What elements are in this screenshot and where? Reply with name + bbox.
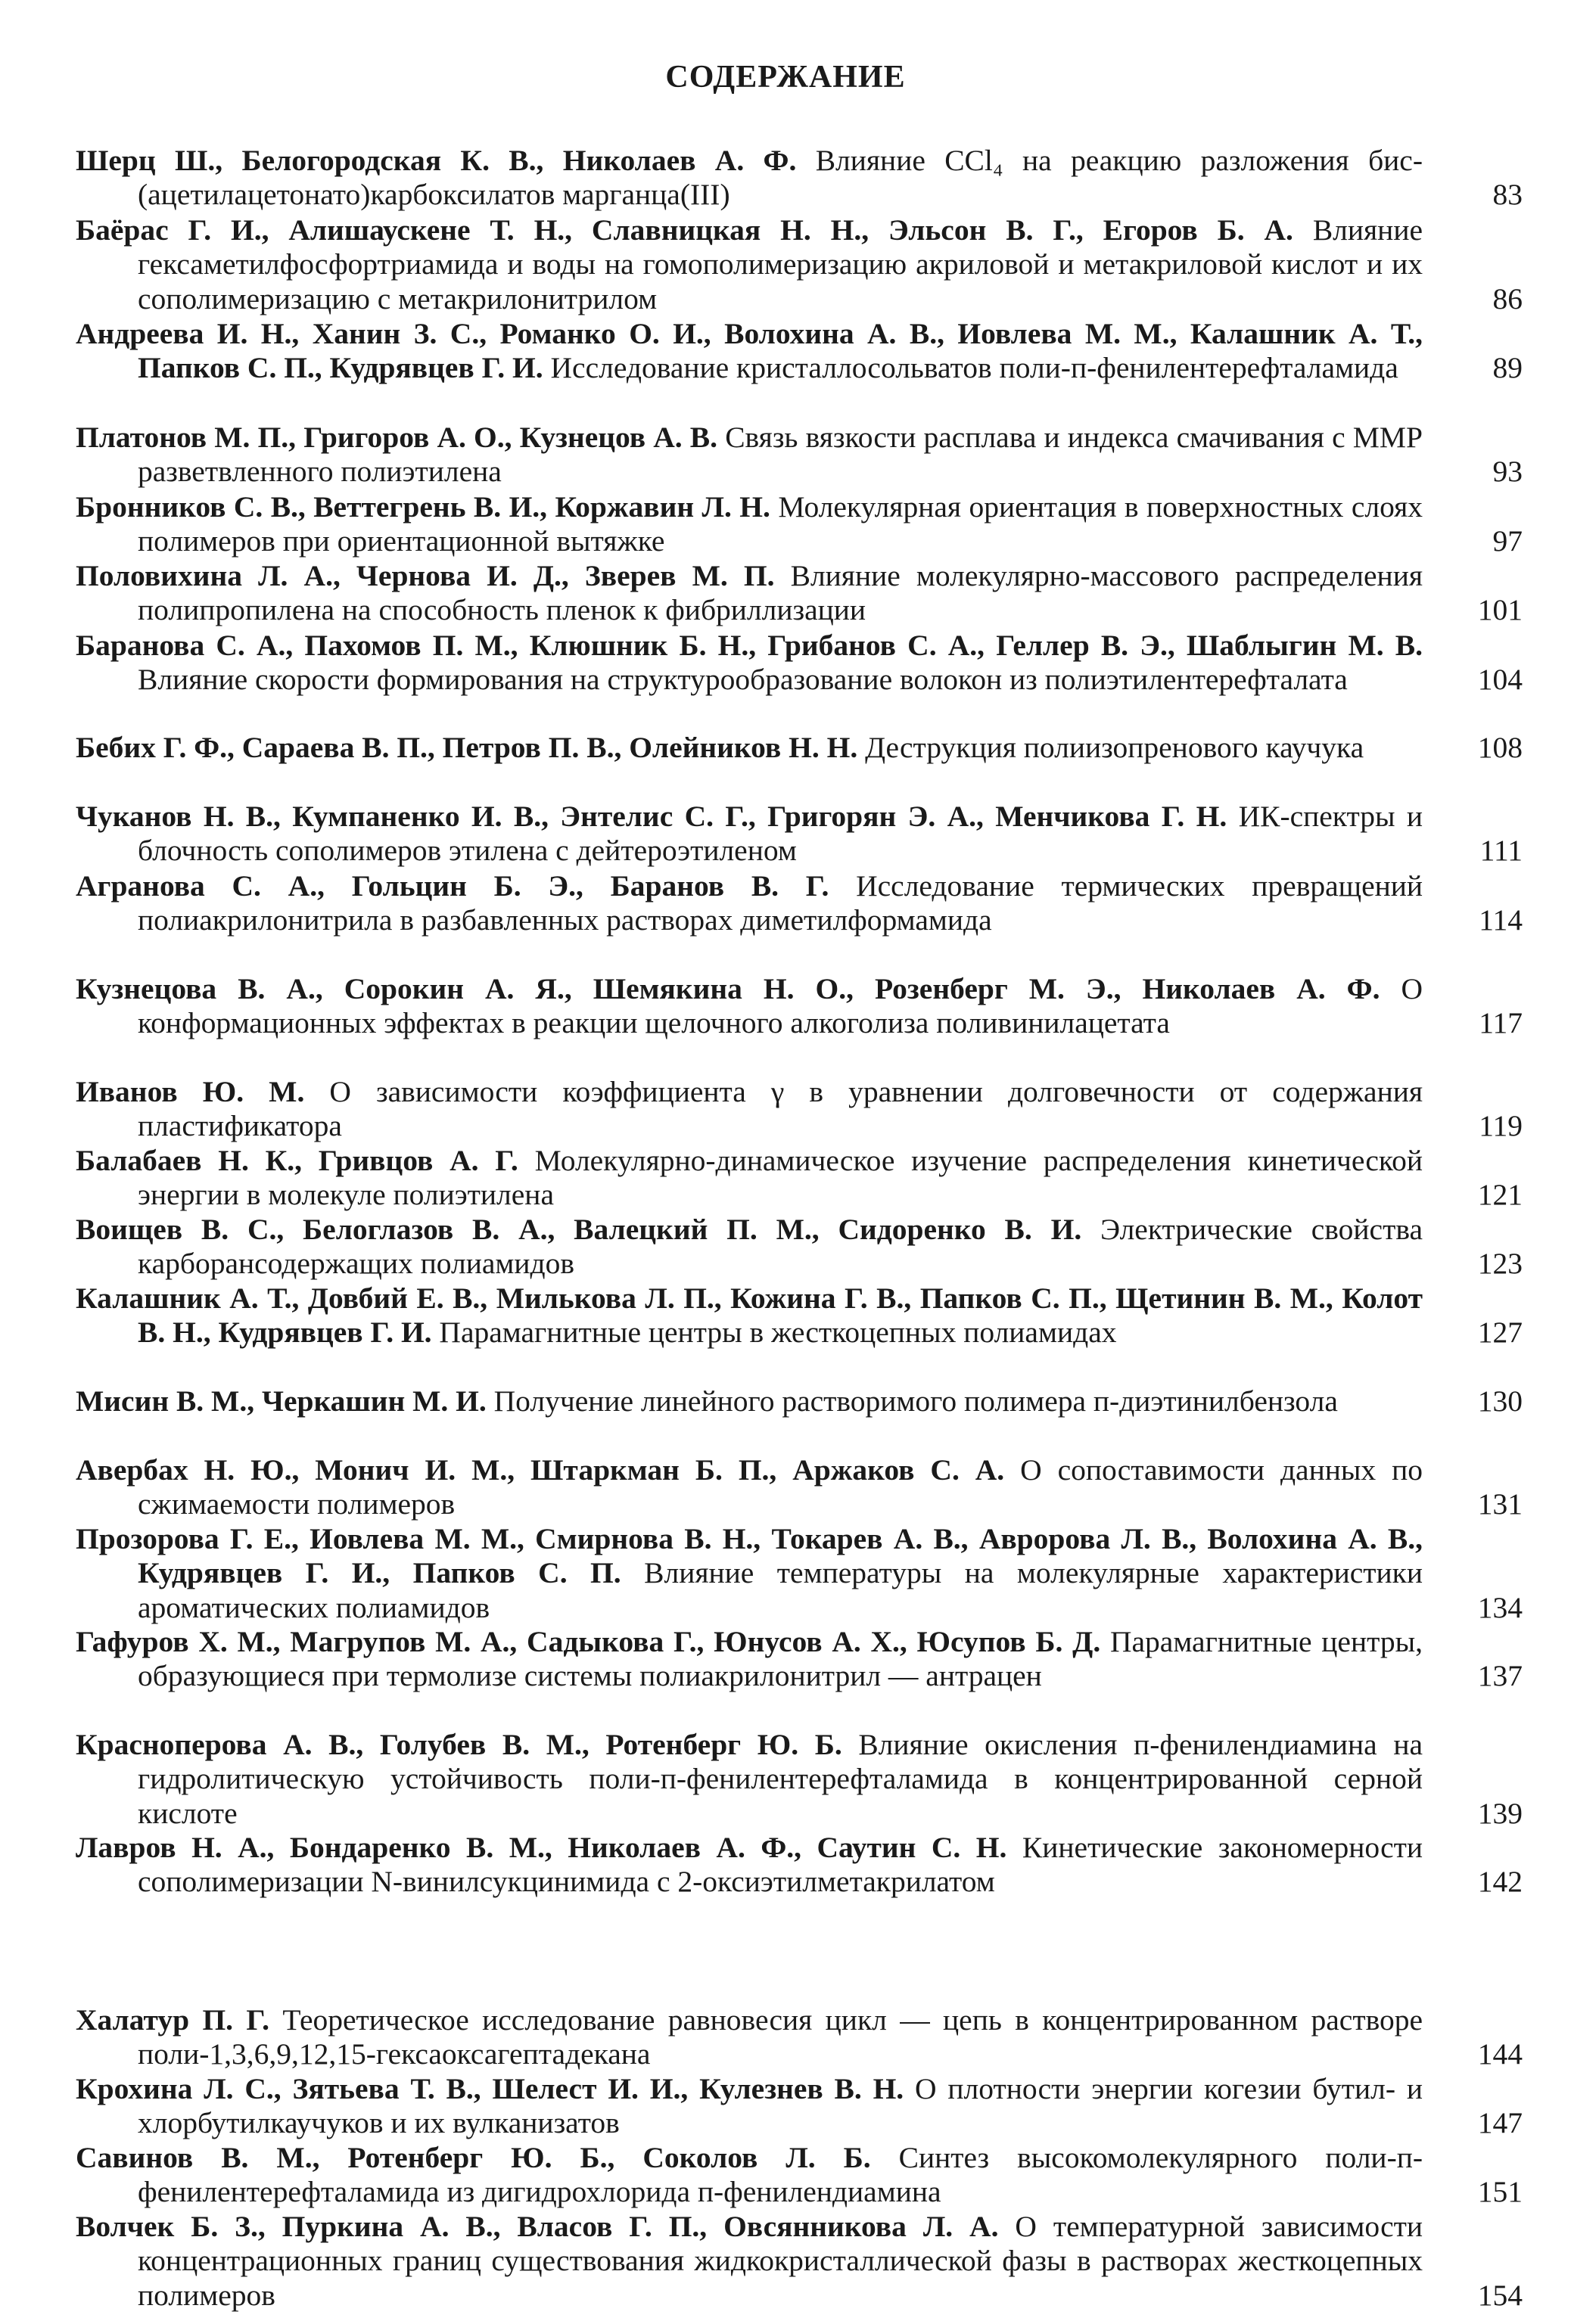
entry-title: Молекулярная ориентация в поверхностных слоях полимеров при ориентационной вытяжке	[138, 490, 1423, 558]
contents-entry	[76, 213, 1523, 316]
entry-authors: Прозорова Г. Е., Иовлева М. М., Смирнова В. Н., Токарев А. В., Авророва Л. В., Волохина А. В., Кудрявцев Г. И., Папков С. П.	[76, 1522, 1423, 1590]
entry-text	[76, 1831, 1423, 1900]
entry-title: О сопоставимости данных по сжимаемости полимеров	[138, 1453, 1423, 1521]
entry-authors: Крохина Л. С., Зятьева Т. В., Шелест И. И., Кулезнев В. Н.	[76, 2072, 904, 2105]
entry-title: Деструкция полиизопренового каучука	[865, 731, 1364, 764]
entry-page-number: 97	[1492, 524, 1523, 558]
contents-entry	[76, 972, 1523, 1041]
entry-authors: Бебих Г. Ф., Сараева В. П., Петров П. В., Олейников Н. Н.	[76, 731, 858, 764]
entry-page-number: 154	[1477, 2278, 1523, 2312]
entry-page-number: 123	[1477, 1247, 1523, 1281]
entry-page-number: 144	[1477, 2037, 1523, 2071]
entry-text	[76, 1522, 1423, 1625]
entry-authors: Красноперова А. В., Голубев В. М., Ротенберг Ю. Б.	[76, 1728, 842, 1761]
entry-authors: Половихина Л. А., Чернова И. Д., Зверев М. П.	[76, 559, 775, 592]
entry-title: Влияние скорости формирования на структурообразование волокон из полиэтилентерефталата	[138, 663, 1348, 697]
entry-title: Парамагнитные центры в жесткоцепных полиамидах	[439, 1316, 1117, 1350]
entry-authors: Баёрас Г. И., Алишаускене Т. Н., Славницкая Н. Н., Эльсон В. Г., Егоров Б. А.	[76, 213, 1293, 247]
entry-authors: Калашник А. Т., Довбий Е. В., Милькова Л. П., Кожина Г. В., Папков С. П., Щетинин В. М., Колот В. Н., Кудрявцев Г. И.	[76, 1282, 1423, 1350]
entry-title: Синтез высокомолекулярного поли-п-фенилентерефталамида из дигидрохлорида п-фенилендиамина	[138, 2141, 1423, 2209]
entry-page-number: 130	[1477, 1384, 1523, 1418]
contents-entry	[76, 869, 1523, 938]
entry-page-number: 114	[1479, 903, 1523, 937]
entry-page-number: 134	[1477, 1590, 1523, 1624]
entry-title: Влияние молекулярно-массового распределения полипропилена на способность пленок к фибриллизации	[138, 559, 1423, 627]
entry-text	[76, 1453, 1423, 1522]
entry-page-number: 101	[1477, 593, 1523, 627]
entry-page-number: 104	[1477, 663, 1523, 697]
entry-text	[76, 1625, 1423, 1694]
entry-title: Исследование кристаллосольватов поли-п-фенилентерефталамида	[550, 351, 1398, 385]
entry-text	[76, 629, 1423, 698]
entry-text	[76, 2003, 1423, 2072]
entry-text	[76, 869, 1423, 938]
contents-entry	[76, 1075, 1523, 1144]
entry-text	[76, 144, 1423, 213]
entry-title: ИК-спектры и блочность сополимеров этилена с дейтероэтиленом	[138, 800, 1423, 868]
entry-title: Связь вязкости расплава и индекса смачивания с ММР разветвленного полиэтилена	[138, 421, 1423, 489]
entry-title: О плотности энергии когезии бутил- и хлорбутилкаучуков и их вулканизатов	[138, 2072, 1423, 2140]
entry-page-number: 89	[1492, 351, 1523, 385]
entry-page-number: 131	[1477, 1487, 1523, 1521]
entry-text	[76, 421, 1423, 489]
entry-text	[76, 1384, 1423, 1418]
entry-title: Влияние CCl₄ на реакцию разложения бис-(ацетилацетонато)карбоксилатов марганца(III)	[138, 144, 1423, 212]
entry-authors: Шерц Ш., Белогородская К. В., Николаев А. Ф.	[76, 144, 797, 177]
entry-page-number: 93	[1492, 455, 1523, 489]
contents-entry	[76, 2210, 1523, 2313]
entry-title: Влияние гексаметилфосфортриамида и воды на гомополимеризацию акриловой и метакриловой кислот и их сополимеризацию с метакрилонитрилом	[138, 213, 1423, 315]
contents-entry	[76, 731, 1523, 765]
contents-entry	[76, 144, 1523, 213]
contents-entry	[76, 559, 1523, 628]
entry-title: Влияние окисления п-фенилендиамина на гидролитическую устойчивость поли-п-фенилентерефталамида в концентрированной серной кислоте	[138, 1728, 1423, 1830]
contents-entry	[76, 490, 1523, 559]
entry-text	[76, 1213, 1423, 1282]
page-title: СОДЕРЖАНИЕ	[665, 60, 906, 95]
entry-page-number: 127	[1477, 1316, 1523, 1350]
entry-authors: Балабаев Н. К., Гривцов А. Г.	[76, 1144, 518, 1177]
entry-text	[76, 2141, 1423, 2210]
contents-entry	[76, 2141, 1523, 2210]
entry-page-number: 137	[1477, 1659, 1523, 1693]
entry-authors: Авербах Н. Ю., Монич И. М., Штаркман Б. П., Аржаков С. А.	[76, 1453, 1005, 1487]
entry-text	[76, 2210, 1423, 2313]
contents-entry	[76, 1522, 1523, 1625]
entry-page-number: 117	[1479, 1006, 1523, 1040]
entry-text	[76, 800, 1423, 868]
contents-entry	[76, 1213, 1523, 1282]
entry-text	[76, 1144, 1423, 1213]
contents-entry	[76, 1282, 1523, 1350]
entry-page-number: 139	[1477, 1796, 1523, 1830]
contents-entry	[76, 1831, 1523, 1900]
entry-page-number: 111	[1479, 834, 1523, 868]
contents-entry	[76, 1453, 1523, 1522]
entry-authors: Гафуров Х. М., Магрупов М. А., Садыкова Г., Юнусов А. Х., Юсупов Б. Д.	[76, 1625, 1101, 1658]
entry-text	[76, 1728, 1423, 1831]
entry-text	[76, 731, 1423, 765]
entry-page-number: 142	[1477, 1865, 1523, 1899]
contents-entry	[76, 317, 1523, 386]
entry-text	[76, 490, 1423, 559]
entry-text	[76, 2072, 1423, 2141]
entry-title: Молекулярно-динамическое изучение распределения кинетической энергии в молекуле полиэтилена	[138, 1144, 1423, 1212]
entry-page-number: 119	[1479, 1109, 1523, 1143]
entry-title: О температурной зависимости концентрационных границ существования жидкокристаллической фазы в растворах жесткоцепных полимеров	[138, 2210, 1423, 2312]
contents-entry	[76, 2072, 1523, 2141]
entry-authors: Андреева И. Н., Ханин З. С., Романко О. И., Волохина А. В., Иовлева М. М., Калашник А. Т., Папков С. П., Кудрявцев Г. И.	[76, 317, 1423, 385]
entry-page-number: 147	[1477, 2106, 1523, 2140]
entry-title: Влияние температуры на молекулярные характеристики ароматических полиамидов	[138, 1556, 1423, 1624]
contents-entry	[76, 1144, 1523, 1213]
entry-authors: Воищев В. С., Белоглазов В. А., Валецкий П. М., Сидоренко В. И.	[76, 1213, 1082, 1246]
entry-authors: Лавров Н. А., Бондаренко В. М., Николаев А. Ф., Саутин С. Н.	[76, 1831, 1007, 1864]
entry-title: Получение линейного растворимого полимера п-диэтинилбензола	[493, 1384, 1338, 1418]
contents-entry	[76, 1384, 1523, 1418]
entry-authors: Халатур П. Г.	[76, 2003, 269, 2037]
contents-entry	[76, 629, 1523, 698]
contents-entry	[76, 800, 1523, 868]
entry-authors: Мисин В. М., Черкашин М. И.	[76, 1384, 487, 1418]
entry-page-number: 121	[1477, 1178, 1523, 1212]
entry-authors: Волчек Б. З., Пуркина А. В., Власов Г. П., Овсянникова Л. А.	[76, 2210, 999, 2243]
contents-entry	[76, 1728, 1523, 1831]
entry-page-number: 108	[1477, 731, 1523, 764]
entry-text	[76, 972, 1423, 1041]
entry-authors: Савинов В. М., Ротенберг Ю. Б., Соколов Л. Б.	[76, 2141, 871, 2174]
entry-title: Кинетические закономерности сополимеризации N-винилсукцинимида с 2-оксиэтилметакрилатом	[138, 1831, 1423, 1899]
entry-title: Электрические свойства карборансодержащих полиамидов	[138, 1213, 1423, 1281]
entry-title: Парамагнитные центры, образующиеся при термолизе системы полиакрилонитрил — антрацен	[138, 1625, 1423, 1693]
contents-entry	[76, 421, 1523, 489]
entry-text	[76, 1282, 1423, 1350]
entry-authors: Чуканов Н. В., Кумпаненко И. В., Энтелис С. Г., Григорян Э. А., Менчикова Г. Н.	[76, 800, 1227, 833]
entry-title: Исследование термических превращений полиакрилонитрила в разбавленных растворах диметилформамида	[138, 869, 1423, 937]
contents-entry	[76, 1625, 1523, 1694]
entry-page-number: 83	[1492, 178, 1523, 212]
entry-authors: Платонов М. П., Григоров А. О., Кузнецов А. В.	[76, 421, 718, 454]
entry-text	[76, 559, 1423, 628]
entry-page-number: 86	[1492, 281, 1523, 315]
entry-authors: Баранова С. А., Пахомов П. М., Клюшник Б. Н., Грибанов С. А., Геллер В. Э., Шаблыгин М. В.	[76, 629, 1423, 662]
entry-authors: Агранова С. А., Гольцин Б. Э., Баранов В. Г.	[76, 869, 829, 903]
entry-authors: Кузнецова В. А., Сорокин А. Я., Шемякина Н. О., Розенберг М. Э., Николаев А. Ф.	[76, 972, 1380, 1005]
entry-authors: Бронников С. В., Веттегрень В. И., Коржавин Л. Н.	[76, 490, 770, 524]
entry-title: О зависимости коэффициента γ в уравнении долговечности от содержания пластификатора	[138, 1075, 1423, 1143]
entry-title: Теоретическое исследование равновесия цикл — цепь в концентрированном растворе поли-1,3,6,9,12,15-гексаоксагептадекана	[138, 2003, 1423, 2071]
entry-text	[76, 213, 1423, 316]
entry-title: О конформационных эффектах в реакции щелочного алкоголиза поливинилацетата	[138, 972, 1423, 1040]
contents-entry	[76, 2003, 1523, 2072]
entry-authors: Иванов Ю. М.	[76, 1075, 305, 1108]
entry-page-number: 151	[1477, 2175, 1523, 2209]
entry-text	[76, 317, 1423, 386]
entry-text	[76, 1075, 1423, 1144]
